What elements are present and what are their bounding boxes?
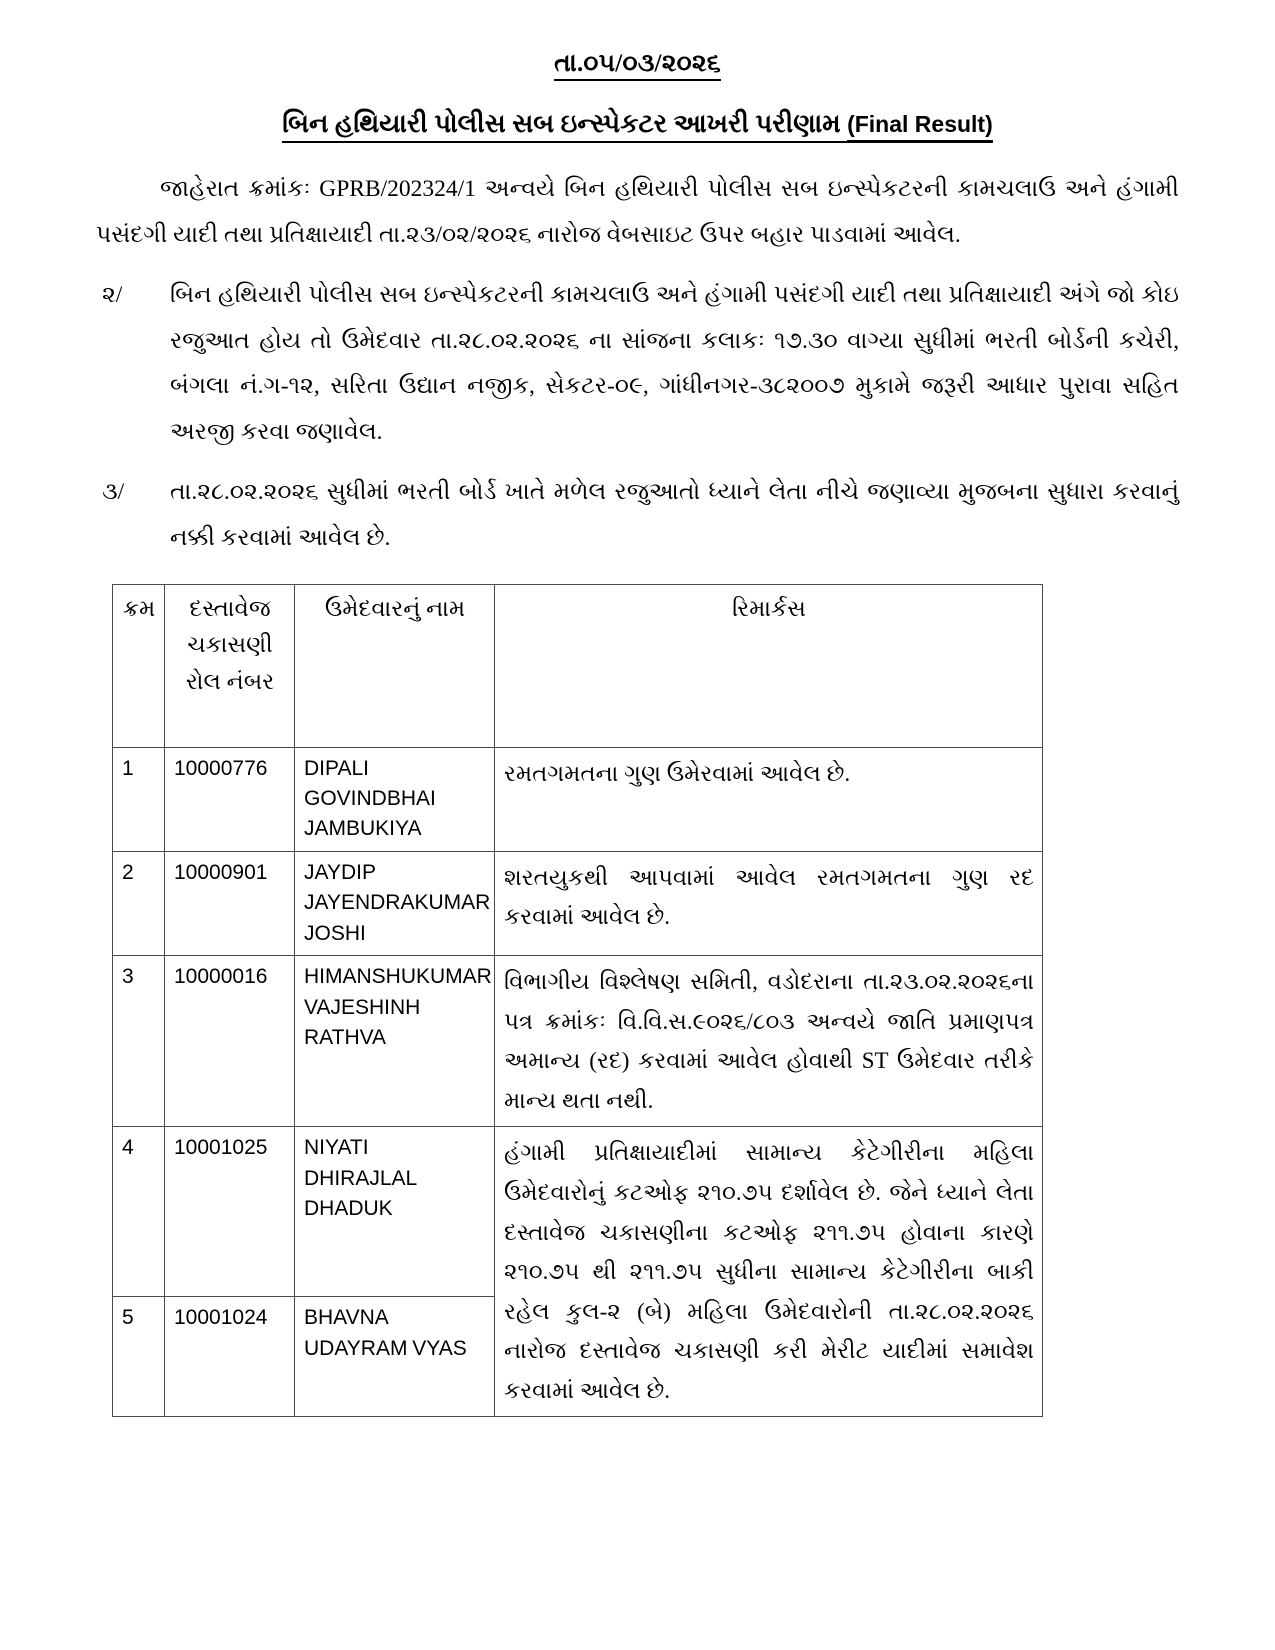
cell-remarks: શરતયુકથી આપવામાં આવેલ રમતગમતના ગુણ રદ કરવામાં આવેલ છે. [495, 851, 1043, 955]
cell-remarks: રમતગમતના ગુણ ઉમેરવામાં આવેલ છે. [495, 747, 1043, 851]
clause-3-text: તા.૨૮.૦૨.૨૦૨૬ સુધીમાં ભરતી બોર્ડ ખાતે મળેલ રજુઆતો ધ્યાને લેતા નીચે જણાવ્યા મુજબના સુધારા કરવાનું નક્કી કરવામાં આવેલ છે. [170, 478, 1179, 551]
column-header-remarks: રિમાર્કસ [495, 584, 1043, 747]
clause-2-text: બિન હથિયારી પોલીસ સબ ઇન્સ્પેકટરની કામચલાઉ અને હંગામી પસંદગી યાદી તથા પ્રતિક્ષાયાદી અંગે જો કોઇ રજુઆત હોય તો ઉમેદવાર તા.૨૮.૦૨.૨૦૨૬ ના સાંજના કલાકઃ ૧૭.૩૦ વાગ્યા સુધીમાં ભરતી બોર્ડની કચેરી, બંગલા નં.ગ-૧૨, સરિતા ઉદ્યાન નજીક, સેકટર-૦૯, ગાંધીનગર-૩૮૨૦૦૭ મુકામે જરૂરી આધાર પુરાવા સહિત અરજી કરવા જણાવેલ. [170, 281, 1179, 446]
table-row [113, 747, 1043, 851]
cell-roll-number: 10001024 [165, 1297, 295, 1417]
cell-remarks: વિભાગીય વિશ્લેષણ સમિતી, વડોદરાના તા.૨૩.૦૨.૨૦૨૬ના પત્ર ક્રમાંકઃ વિ.વિ.સ.૯૦૨૬/૮૦૩ અન્વયે જાતિ પ્રમાણપત્ર અમાન્ય (રદ) કરવામાં આવેલ હોવાથી ST ઉમેદવાર તરીકે માન્ય થતા નથી. [495, 956, 1043, 1127]
page-title-english: (Final Result) [847, 111, 993, 142]
page-title [96, 106, 1179, 141]
cell-candidate-name: JAYDIP JAYENDRAKUMAR JOSHI [295, 851, 495, 955]
column-header-candidate-name: ઉમેદવારનું નામ [295, 584, 495, 747]
cell-candidate-name: BHAVNA UDAYRAM VYAS [295, 1297, 495, 1417]
column-header-sno: ક્રમ [113, 584, 165, 747]
cell-roll-number: 10001025 [165, 1127, 295, 1297]
cell-sno: 1 [113, 747, 165, 851]
page-title-underline [282, 109, 993, 143]
cell-sno: 4 [113, 1127, 165, 1297]
cell-roll-number: 10000016 [165, 956, 295, 1127]
cell-sno: 2 [113, 851, 165, 955]
cell-sno: 3 [113, 956, 165, 1127]
cell-candidate-name: HIMANSHUKUMAR VAJESHINH RATHVA [295, 956, 495, 1127]
cell-sno: 5 [113, 1297, 165, 1417]
table-row [113, 1127, 1043, 1297]
clause-3 [96, 470, 1179, 562]
clause-3-marker: ૩/ [102, 478, 125, 505]
document-date [96, 50, 1179, 78]
cell-candidate-name: NIYATI DHIRAJLAL DHADUK [295, 1127, 495, 1297]
cell-remarks-merged: હંગામી પ્રતિક્ષાયાદીમાં સામાન્ય કેટેગીરીના મહિલા ઉમેદવારોનું કટઓફ ૨૧૦.૭૫ દર્શાવેલ છે. જેને ધ્યાને લેતા દસ્તાવેજ ચકાસણીના કટઓફ ૨૧૧.૭૫ હોવાના કારણે ૨૧૦.૭૫ થી ૨૧૧.૭૫ સુધીના સામાન્ય કેટેગીરીના બાકી રહેલ કુલ-૨ (બે) મહિલા ઉમેદવારોની તા.૨૮.૦૨.૨૦૨૬ નારોજ દસ્તાવેજ ચકાસણી કરી મેરીટ યાદીમાં સમાવેશ કરવામાં આવેલ છે. [495, 1127, 1043, 1417]
cell-roll-number: 10000776 [165, 747, 295, 851]
cell-roll-number: 10000901 [165, 851, 295, 955]
table-header-row [113, 584, 1043, 747]
cell-candidate-name: DIPALI GOVINDBHAI JAMBUKIYA [295, 747, 495, 851]
intro-paragraph: જાહેરાત ક્રમાંકઃ GPRB/202324/1 અન્વયે બિન હથિયારી પોલીસ સબ ઇન્સ્પેકટરની કામચલાઉ અને હંગામી પસંદગી યાદી તથા પ્રતિક્ષાયાદી તા.૨૩/૦૨/૨૦૨૬ નારોજ વેબસાઇટ ઉપર બહાર પાડવામાં આવેલ. [96, 176, 1179, 248]
table-row [113, 851, 1043, 955]
table-row [113, 956, 1043, 1127]
page-title-gujarati: બિન હથિયારી પોલીસ સબ ઇન્સ્પેકટર આખરી પરીણામ [282, 109, 847, 143]
column-header-roll-number: દસ્તાવેજ ચકાસણી રોલ નંબર [165, 584, 295, 747]
clause-2 [96, 273, 1179, 456]
corrections-table [112, 584, 1043, 1418]
clause-2-marker: ૨/ [102, 281, 123, 308]
document-date-text: તા.૦૫/૦૩/૨૦૨૬ [554, 50, 721, 81]
